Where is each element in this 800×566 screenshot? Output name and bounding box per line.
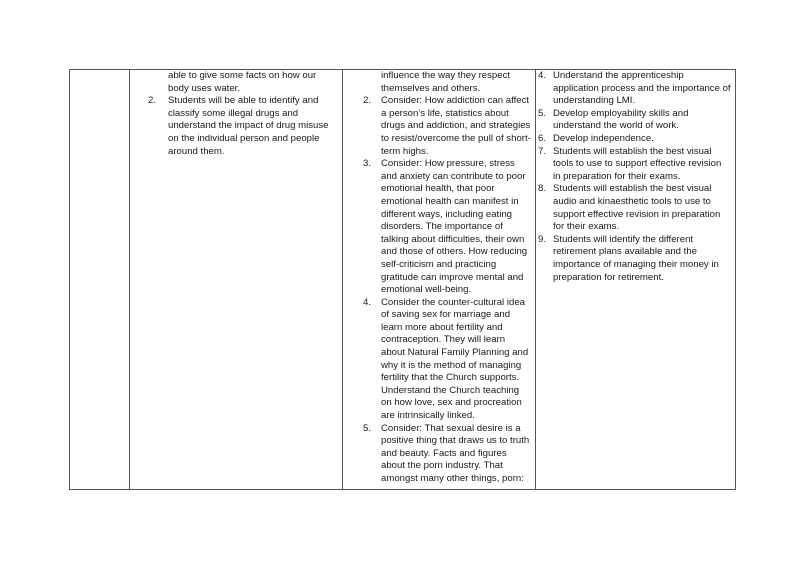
list-item — [343, 423, 535, 486]
list-item-text: Consider the counter-cultural idea of saving sex for marriage and learn more about fertility and contraception. They will learn about Natural Family Planning and why it is the method of managing fertility that the Church supports. Understand the Church teaching on how love, sex and procreation are intrinsically linked. — [381, 296, 529, 422]
continuation-text: influence the way they respect themselves and others. — [381, 70, 511, 94]
list-item-text: Develop independence. — [553, 132, 654, 144]
list-item — [536, 146, 735, 184]
list-number: 8. — [538, 183, 547, 195]
list-item-text: Consider: How addiction can affect a person’s life, statistics about drugs and addiction, and strategies to resist/overcome the pull of short-term highs. — [381, 95, 531, 157]
list-number: 4. — [538, 70, 547, 81]
list-number: 2. — [148, 95, 157, 107]
list-number: 6. — [538, 132, 547, 144]
list-item-text: Students will establish the best visual tools to use to support effective revision in preparation for their exams. — [553, 145, 722, 182]
list-item-text: Students will identify the different retirement plans available and the importance of managing their money in preparation for retirement. — [553, 233, 719, 283]
list-item — [343, 95, 535, 158]
list-number: 5. — [363, 422, 372, 434]
list-item — [536, 183, 735, 233]
continuation-text: able to give some facts on how our body uses water. — [168, 70, 317, 94]
table-cell-careers — [536, 70, 736, 490]
table-cell-empty — [70, 70, 130, 490]
list-item — [536, 108, 735, 133]
list-item — [536, 234, 735, 284]
list-item-text: Students will establish the best visual audio and kinaesthetic tools to use to support effective revision in preparation for their exams. — [553, 183, 721, 233]
list-item — [343, 158, 535, 297]
list-number: 5. — [538, 107, 547, 119]
list-number: 7. — [538, 145, 547, 157]
list-number: 2. — [363, 95, 372, 107]
list-item-text: Students will be able to identify and classify some illegal drugs and understand the impact of drug misuse on the individual person and people around them. — [168, 95, 329, 157]
numbered-list — [343, 95, 535, 485]
list-item-text: Consider: How pressure, stress and anxiety can contribute to poor emotional health, that poor emotional health can manifest in different ways, including eating disorders. The importance of talking about difficulties, their own and those of others. How reducing self-criticism and practicing gratitude can improve mental and emotional well-being. — [381, 158, 528, 296]
numbered-list — [536, 70, 735, 284]
content-table — [69, 69, 736, 490]
table-row — [70, 70, 736, 490]
list-item — [130, 95, 342, 158]
table-cell-objectives — [130, 70, 343, 490]
list-number: 4. — [363, 296, 372, 308]
numbered-list — [130, 95, 342, 158]
list-item — [536, 70, 735, 108]
list-item-text: Consider: That sexual desire is a positive thing that draws us to truth and beauty. Facts and figures about the porn industry. That amongst many other things, porn: — [381, 422, 530, 484]
table-cell-considerations — [343, 70, 536, 490]
list-item-text: Understand the apprenticeship application process and the importance of understanding LMI. — [553, 70, 731, 107]
list-number: 3. — [363, 158, 372, 170]
list-number: 9. — [538, 233, 547, 245]
list-item — [343, 297, 535, 423]
list-item-text: Develop employability skills and understand the world of work. — [553, 107, 689, 132]
list-item — [536, 133, 735, 146]
